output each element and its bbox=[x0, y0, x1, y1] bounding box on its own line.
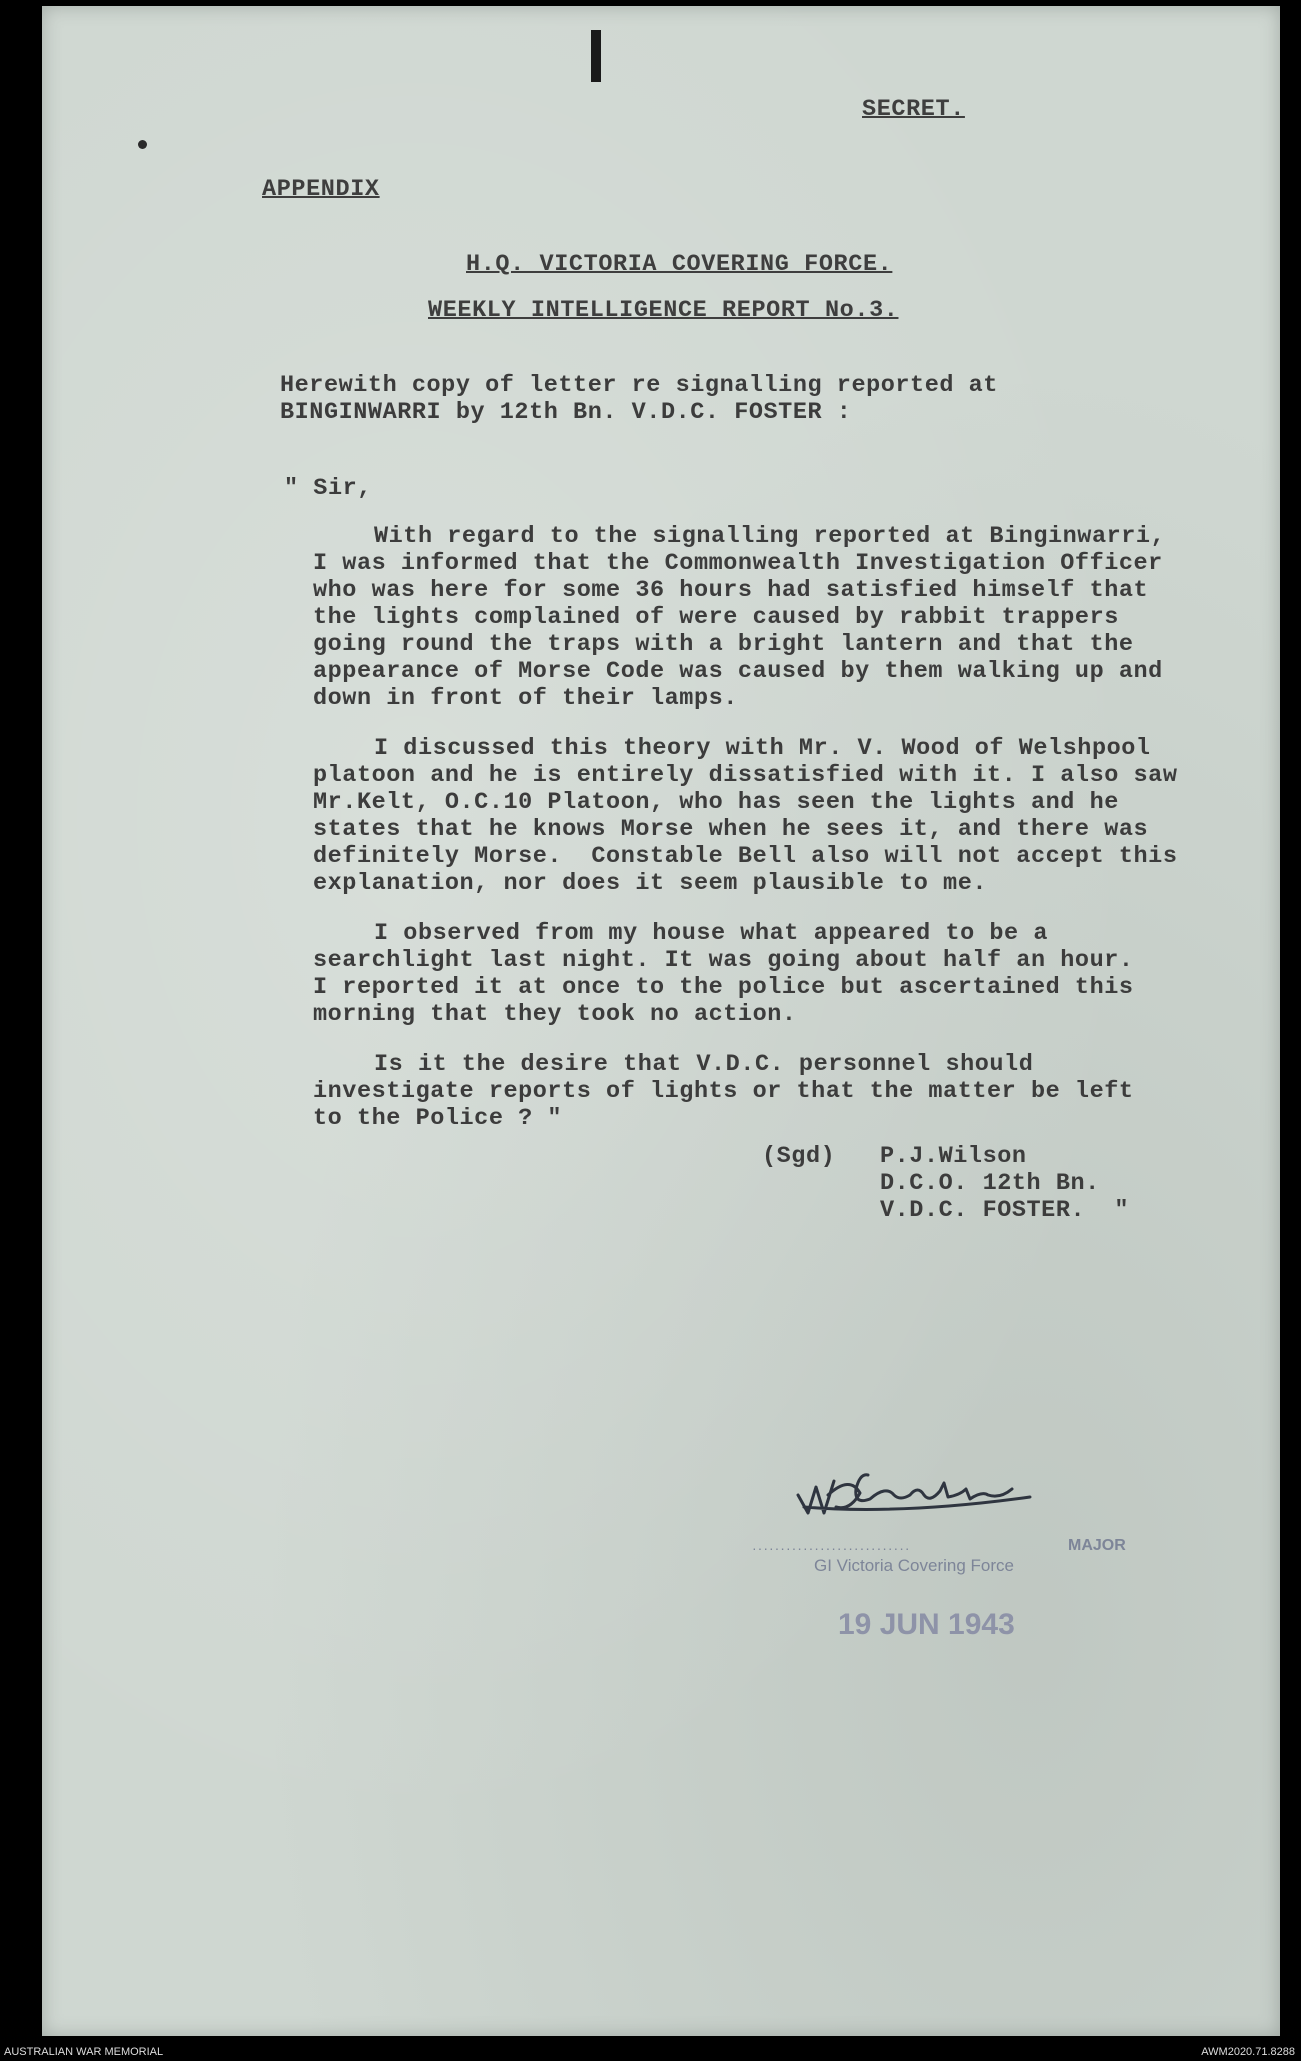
letter-line: Mr.Kelt, O.C.10 Platoon, who has seen the lights and he bbox=[313, 789, 1119, 816]
intro-line: BINGINWARRI by 12th Bn. V.D.C. FOSTER : bbox=[280, 399, 852, 426]
stamp-rank: MAJOR bbox=[1068, 1537, 1126, 1554]
stamp-title: GI Victoria Covering Force bbox=[814, 1556, 1014, 1575]
footer-reference: AWM2020.71.8288 bbox=[1201, 2046, 1295, 2058]
letter-line: to the Police ? " bbox=[313, 1105, 563, 1132]
report-heading: WEEKLY INTELLIGENCE REPORT No.3. bbox=[428, 297, 899, 324]
stamp-date: 19 JUN 1943 bbox=[838, 1608, 1015, 1641]
letter-line: states that he knows Morse when he sees it, and there was bbox=[313, 816, 1149, 843]
letter-line: I reported it at once to the police but ascertained this bbox=[313, 974, 1134, 1001]
letter-line: investigate reports of lights or that the matter be left bbox=[313, 1078, 1134, 1105]
letter-line: I observed from my house what appeared to be a bbox=[374, 920, 1049, 947]
letter-line: down in front of their lamps. bbox=[313, 685, 738, 712]
letter-line: searchlight last night. It was going about half an hour. bbox=[313, 947, 1134, 974]
intro-line: Herewith copy of letter re signalling reported at bbox=[280, 372, 998, 399]
classification-marking: SECRET. bbox=[862, 96, 965, 123]
letter-line: appearance of Morse Code was caused by them walking up and bbox=[313, 658, 1163, 685]
letter-line: explanation, nor does it seem plausible to me. bbox=[313, 870, 988, 897]
letter-line: With regard to the signalling reported at Binginwarri, bbox=[374, 523, 1166, 550]
signatory-line: V.D.C. FOSTER. " bbox=[880, 1197, 1130, 1224]
appendix-label: APPENDIX bbox=[262, 176, 380, 203]
letter-line: Is it the desire that V.D.C. personnel should bbox=[374, 1051, 1034, 1078]
punch-mark bbox=[591, 30, 601, 82]
salutation: " Sir, bbox=[284, 475, 372, 502]
letter-line: platoon and he is entirely dissatisfied with it. I also saw bbox=[313, 762, 1178, 789]
signatory-line: P.J.Wilson bbox=[880, 1143, 1027, 1170]
signatory-line: D.C.O. 12th Bn. bbox=[880, 1170, 1100, 1197]
letter-line: morning that they took no action. bbox=[313, 1001, 797, 1028]
unit-heading: H.Q. VICTORIA COVERING FORCE. bbox=[466, 251, 893, 278]
letter-line: I was informed that the Commonwealth Investigation Officer bbox=[313, 550, 1163, 577]
letter-line: going round the traps with a bright lantern and that the bbox=[313, 631, 1134, 658]
letter-line: who was here for some 36 hours had satisfied himself that bbox=[313, 577, 1149, 604]
punch-mark bbox=[138, 140, 147, 149]
letter-line: the lights complained of were caused by rabbit trappers bbox=[313, 604, 1119, 631]
letter-line: I discussed this theory with Mr. V. Wood of Welshpool bbox=[374, 735, 1151, 762]
footer-institution: AUSTRALIAN WAR MEMORIAL bbox=[4, 2046, 164, 2058]
letter-line: definitely Morse. Constable Bell also will not accept this bbox=[313, 843, 1178, 870]
sgd-label: (Sgd) bbox=[762, 1143, 836, 1170]
handwritten-signature bbox=[790, 1455, 1040, 1525]
stamp-dotted-line: ···························· bbox=[752, 1540, 911, 1556]
